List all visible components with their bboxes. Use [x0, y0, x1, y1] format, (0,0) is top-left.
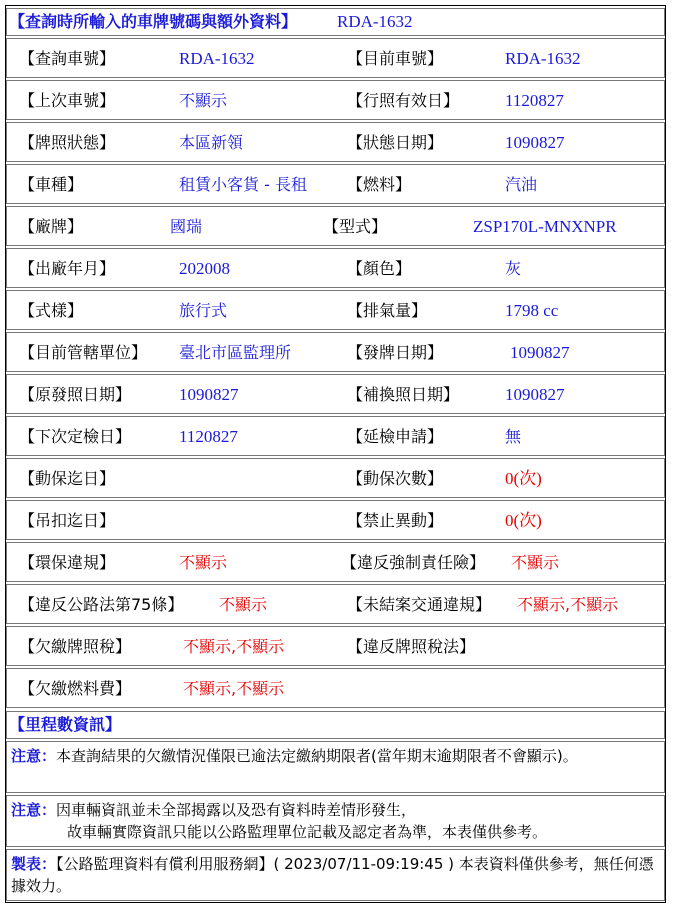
info-row [6, 80, 665, 120]
field-value: 租賃小客貨 - 長租 [179, 175, 307, 194]
header-plate: RDA-1632 [337, 12, 413, 31]
field-value: 不顯示 [179, 553, 228, 572]
field-label: 【違反公路法第75條】 [19, 595, 184, 614]
info-row [6, 206, 665, 246]
field-label: 【下次定檢日】 [19, 427, 132, 446]
info-row [6, 290, 665, 330]
field-label: 【出廠年月】 [19, 259, 116, 278]
field-value: 1798 cc [505, 301, 559, 320]
field-label: 【吊扣迄日】 [19, 511, 116, 530]
field-label: 【燃料】 [347, 175, 412, 194]
field-value: 202008 [179, 259, 230, 278]
field-value: RDA-1632 [179, 49, 255, 68]
note-2-text-line2: 故車輛實際資訊只能以公路監理單位記載及認定者為準，本表僅供參考。 [67, 823, 548, 841]
field-value: ZSP170L-MNXNPR [473, 217, 617, 236]
note-2-text: 因車輛資訊並未全部揭露以及恐有資料時差情形發生， [56, 801, 417, 819]
field-label: 【延檢申請】 [347, 427, 444, 446]
header-title: 【查詢時所輸入的車牌號碼與額外資料】 [9, 12, 298, 31]
note-1-prefix: 注意： [11, 747, 57, 765]
field-label: 【式樣】 [19, 301, 84, 320]
field-value: RDA-1632 [505, 49, 581, 68]
field-label: 【違反牌照稅法】 [347, 637, 476, 656]
field-label: 【未結案交通違規】 [347, 595, 492, 614]
field-value: 灰 [505, 259, 522, 278]
field-label: 【上次車號】 [19, 91, 116, 110]
info-row [6, 626, 665, 666]
field-value: 臺北市區監理所 [179, 343, 292, 362]
field-value: 1090827 [510, 343, 570, 362]
field-label: 【廠牌】 [19, 217, 84, 236]
note-row-1 [6, 741, 665, 793]
info-row [6, 374, 665, 414]
field-value: 不顯示 [219, 595, 268, 614]
field-label: 【車種】 [19, 175, 84, 194]
info-row [6, 668, 665, 708]
field-value: 不顯示 [179, 91, 228, 110]
info-row [6, 332, 665, 372]
field-value: 0(次) [505, 469, 542, 488]
field-label: 【禁止異動】 [347, 511, 444, 530]
field-label: 【動保迄日】 [19, 469, 116, 488]
field-label: 【顏色】 [347, 259, 412, 278]
field-value: 汽油 [505, 175, 538, 194]
field-value: 1120827 [179, 427, 238, 446]
field-value: 0(次) [505, 511, 542, 530]
note-1-text: 本查詢結果的欠繳情況僅限已逾法定繳納期限者(當年期末逾期限者不會顯示)。 [56, 747, 578, 765]
field-label: 【違反強制責任險】 [341, 553, 486, 572]
info-row [6, 416, 665, 456]
field-value: 1120827 [505, 91, 564, 110]
field-label: 【行照有效日】 [347, 91, 460, 110]
field-label: 【環保違規】 [19, 553, 116, 572]
field-label: 【型式】 [323, 217, 388, 236]
field-label: 【原發照日期】 [19, 385, 132, 404]
field-label: 【補換照日期】 [347, 385, 460, 404]
info-row [6, 248, 665, 288]
field-label: 【排氣量】 [347, 301, 428, 320]
field-value: 本區新領 [179, 133, 244, 152]
header-row [6, 8, 665, 36]
note-2-prefix: 注意： [11, 801, 57, 819]
mileage-title: 【里程數資訊】 [9, 715, 122, 734]
info-row [6, 38, 665, 78]
field-label: 【牌照狀態】 [19, 133, 116, 152]
note-2 [11, 799, 660, 843]
note-row-3 [6, 849, 665, 901]
field-label: 【動保次數】 [347, 469, 444, 488]
field-value: 國瑞 [170, 217, 203, 236]
info-row [6, 164, 665, 204]
field-value: 1090827 [505, 385, 565, 404]
field-value: 旅行式 [179, 301, 228, 320]
info-row [6, 584, 665, 624]
field-label: 【狀態日期】 [347, 133, 444, 152]
field-label: 【目前管轄單位】 [19, 343, 148, 362]
note-3 [11, 853, 660, 897]
field-value: 無 [505, 427, 522, 446]
field-value: 不顯示 [511, 553, 560, 572]
field-value: 不顯示,不顯示 [183, 679, 285, 698]
info-row [6, 458, 665, 498]
field-label: 【欠繳牌照稅】 [19, 637, 132, 656]
field-label: 【欠繳燃料費】 [19, 679, 132, 698]
field-value: 不顯示,不顯示 [517, 595, 619, 614]
field-value: 1090827 [179, 385, 239, 404]
note-1 [11, 745, 660, 767]
field-label: 【發牌日期】 [347, 343, 444, 362]
field-value: 不顯示,不顯示 [183, 637, 285, 656]
mileage-row [6, 711, 665, 739]
info-row [6, 500, 665, 540]
note-row-2 [6, 795, 665, 847]
info-row [6, 122, 665, 162]
info-row [6, 542, 665, 582]
note-3-prefix: 製表： [11, 855, 57, 873]
note-3-text: 【公路監理資料有償利用服務網】( 2023/07/11-09:19:45 ) 本表資料僅供參考，無任何憑據效力。 [11, 855, 654, 895]
field-label: 【目前車號】 [347, 49, 444, 68]
field-value: 1090827 [505, 133, 565, 152]
field-label: 【查詢車號】 [19, 49, 116, 68]
